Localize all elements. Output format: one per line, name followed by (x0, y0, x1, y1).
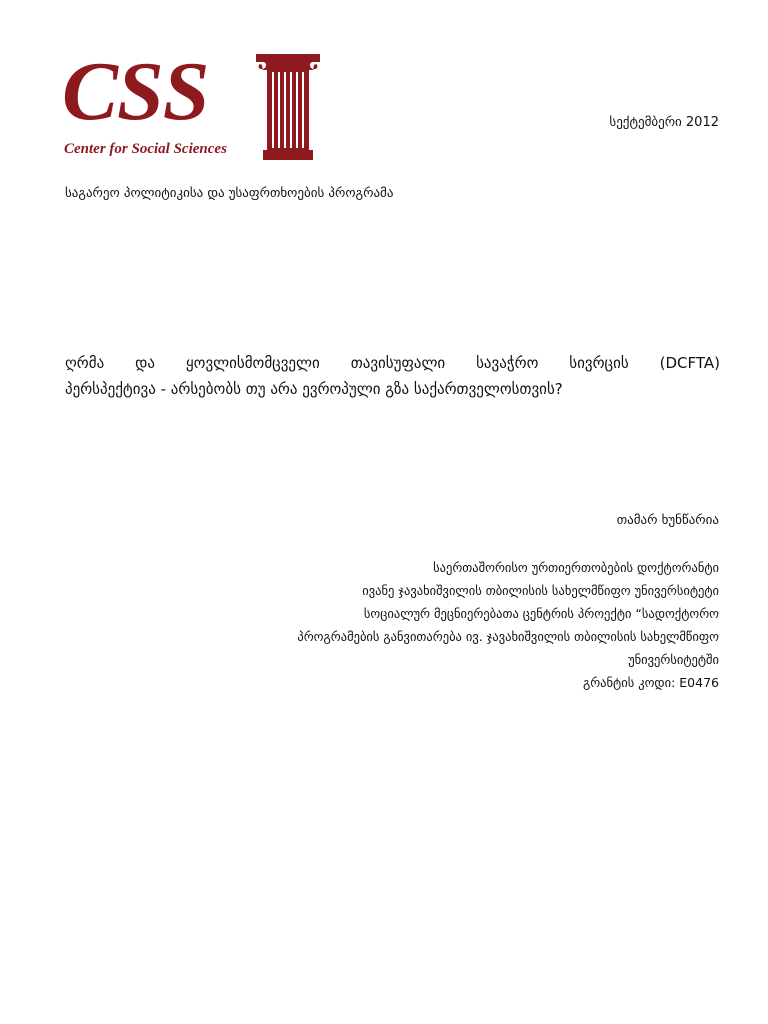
title-line-1 (65, 350, 720, 376)
affiliation-line: საერთაშორისო ურთიერთობების დოქტორანტი (433, 560, 719, 575)
title-word: ღრმა (65, 354, 105, 372)
title-word: თავისუფალი (350, 354, 446, 372)
css-logo (62, 46, 324, 162)
title-word: სავაჭრო (476, 354, 539, 372)
program-name: საგარეო პოლიტიკისა და უსაფრთხოების პროგრამა (65, 186, 394, 201)
title-word: (DCFTA) (659, 354, 720, 372)
affiliation-line: უნივერსიტეტში (628, 652, 719, 667)
ionic-column-icon (255, 52, 321, 160)
logo-text: CSS (62, 45, 209, 138)
document-title (65, 350, 720, 402)
affiliation-line: ივანე ჯავახიშვილის თბილისის სახელმწიფო უნივერსიტეტი (362, 583, 719, 598)
affiliation-line: პროგრამების განვითარება ივ. ჯავახიშვილის თბილისის სახელმწიფო (297, 629, 719, 644)
title-line-2: პერსპექტივა - არსებობს თუ არა ევროპული გზა საქართველოსთვის? (65, 380, 563, 398)
title-word: სივრცის (569, 354, 629, 372)
affiliation-line: სოციალურ მეცნიერებათა ცენტრის პროექტი “სადოქტორო (363, 606, 719, 621)
title-word: ყოვლისმომცველი (185, 354, 320, 372)
author-affiliation (297, 556, 719, 694)
title-word: და (135, 354, 155, 372)
author-name: თამარ ხუნწარია (616, 513, 719, 528)
grant-code: გრანტის კოდი: E0476 (582, 675, 719, 690)
logo-subtitle: Center for Social Sciences (64, 141, 227, 157)
publication-date: სექტემბერი 2012 (609, 115, 719, 130)
